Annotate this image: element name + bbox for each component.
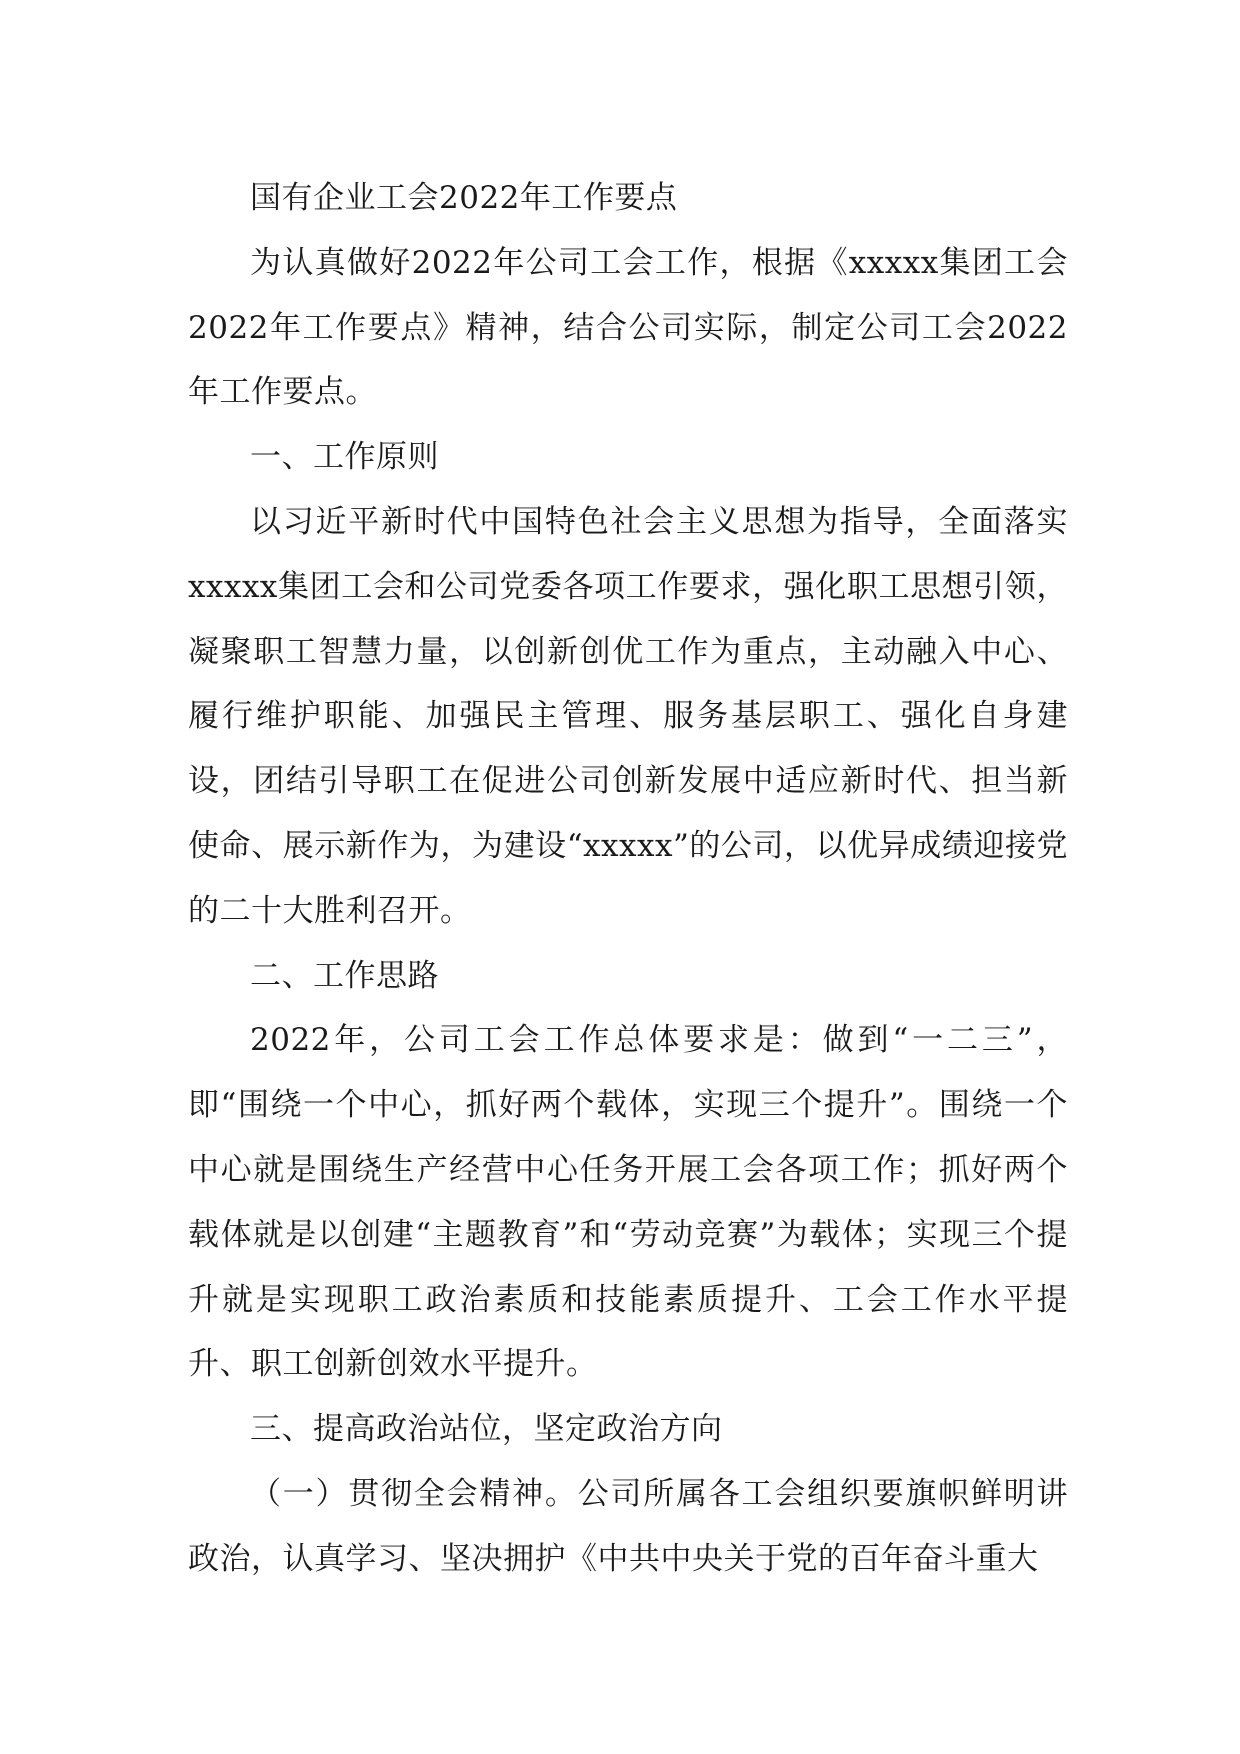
section-heading-political: 三、提高政治站位，坚定政治方向: [250, 1411, 723, 1448]
paragraph-approach: 2022年，公司工会工作总体要求是：做到“一二三”，即“围绕一个中心，抓好两个载体，实现三个提升”。围绕一个中心就是围绕生产经营中心任务开展工会各项工作；抓好两个载体就是以创建“主题教育”和“劳动竞赛”为载体；实现三个提升就是实现职工政治素质和技能素质提升、工会工作水平提升、职工创新创效水平提升。: [188, 1022, 1068, 1383]
document-title: 国有企业工会2022年工作要点: [250, 180, 678, 216]
document-body: [188, 166, 1068, 1592]
paragraph-principles: 以习近平新时代中国特色社会主义思想为指导，全面落实xxxxx集团工会和公司党委各项工作要求，强化职工思想引领，凝聚职工智慧力量，以创新创优工作为重点，主动融入中心、履行维护职能、加强民主管理、服务基层职工、强化自身建设，团结引导职工在促进公司创新发展中适应新时代、担当新使命、展示新作为，为建设“xxxxx”的公司，以优异成绩迎接党的二十大胜利召开。: [188, 503, 1068, 929]
paragraph-intro: 为认真做好2022年公司工会工作，根据《xxxxx集团工会2022年工作要点》精神，结合公司实际，制定公司工会2022年工作要点。: [188, 244, 1068, 411]
paragraph-political-1: （一）贯彻全会精神。公司所属各工会组织要旗帜鲜明讲政治，认真学习、坚决拥护《中共中央关于党的百年奋斗重大: [188, 1475, 1068, 1577]
section-heading-approach: 二、工作思路: [250, 957, 439, 994]
section-heading-principles: 一、工作原则: [250, 439, 439, 476]
